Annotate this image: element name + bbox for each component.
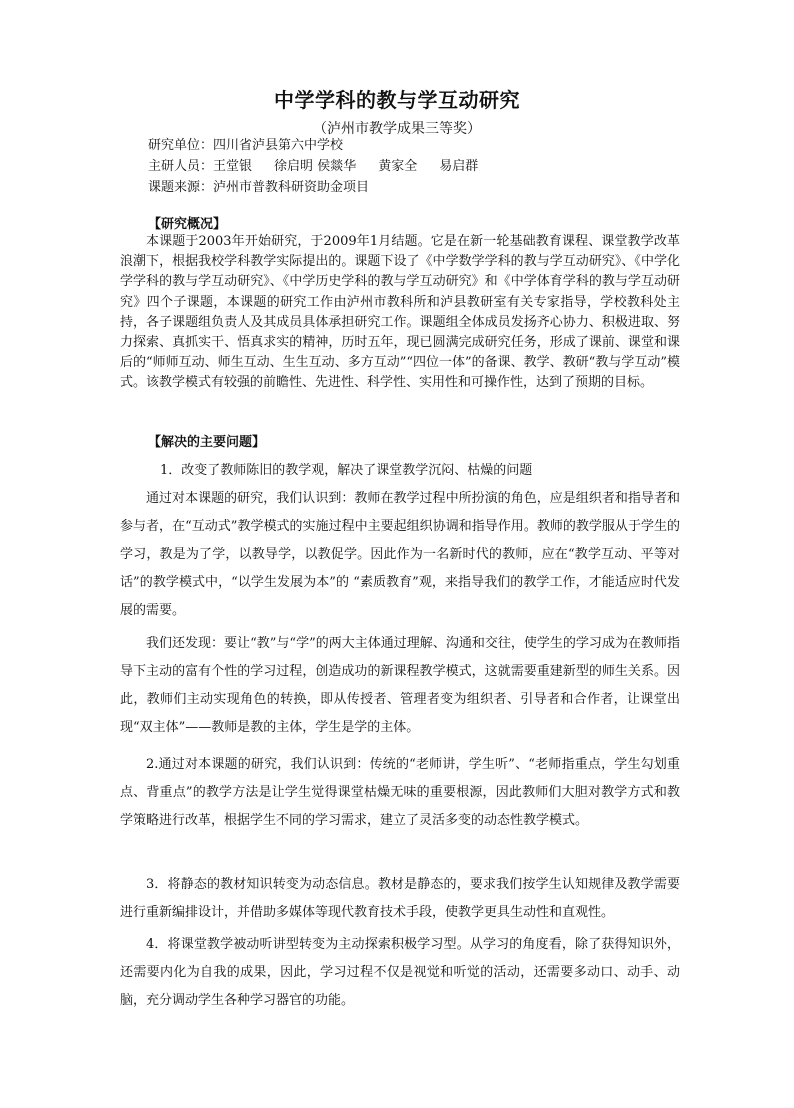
body-paragraph: 4．将课堂教学被动听讲型转变为主动探索积极学习型。从学习的角度看，除了获得知识外，还需要内化为自我的成果，因此，学习过程不仅是视觉和听觉的活动，还需要多动口、动手、动脑，充分调动学生各种学习器官的功能。 — [120, 937, 680, 1008]
body-paragraph: 3．将静态的教材知识转变为动态信息。教材是静态的，要求我们按学生认知规律及教学需要进行重新编排设计，并借助多媒体等现代教育技术手段，使教学更具生动性和直观性。 — [120, 877, 680, 920]
body-paragraph: 我们还发现：要让“教”与“学”的两大主体通过理解、沟通和交往，使学生的学习成为在教师指导下主动的富有个性的学习过程，创造成功的新课程教学模式，这就需要重建新型的师生关系。因此，教师们主动实现角色的转换，即从传授者、管理者变为组织者、引导者和合作者，让课堂出现“双主体”——教师是教的主体，学生是学的主体。 — [120, 636, 680, 735]
researcher-name: 王堂银 — [213, 159, 253, 174]
problem-item-heading: 1．改变了教师陈旧的教学观，解决了课堂教学沉闷、枯燥的问题 — [160, 463, 533, 478]
award-subtitle: （泸州市教学成果三等奖） — [313, 121, 481, 137]
project-source-label: 课题来源： — [148, 180, 214, 195]
body-paragraph: 2.通过对本课题的研究，我们认识到：传统的“老师讲，学生听”、“老师指重点，学生勾划重点、背重点”的教学方法是让学生觉得课堂枯燥无味的重要根源，因此教师们大胆对教学方式和教学策略进行改革，根据学生不同的学习需求，建立了灵活多变的动态性教学模式。 — [120, 757, 680, 828]
project-source-value: 泸州市普教科研资助金项目 — [213, 180, 370, 195]
document-title: 中学学科的教与学互动研究 — [274, 88, 520, 112]
project-source-line — [148, 178, 369, 197]
research-unit-value: 四川省泸县第六中学校 — [213, 138, 344, 153]
researcher-name: 黄家全 — [378, 159, 418, 174]
section-heading-problems: 【解决的主要问题】 — [148, 435, 266, 450]
section-heading-overview: 【研究概况】 — [148, 217, 227, 232]
researcher-name: 徐启明 — [274, 159, 314, 174]
research-unit-label: 研究单位： — [148, 138, 214, 153]
research-unit-line — [148, 136, 343, 155]
researchers-line — [148, 157, 478, 176]
researcher-name: 易启群 — [439, 159, 479, 174]
overview-paragraph: 本课题于2003年开始研究，于2009年1月结题。它是在新一轮基础教育课程、课堂教学改革浪潮下，根据我校学科教学实际提出的。课题下设了《中学数学学科的教与学互动研究》、《中学化学学科的教与学互动研究》、《中学历史学科的教与学互动研究》和《中学体育学科的教与学互动研究》四个子课题，本课题的研究工作由泸州市教科所和泸县教研室有关专家指导，学校教科处主持，各子课题组负责人及其成员具体承担研究工作。课题组全体成员发扬齐心协力、积极进取、努力探索、真抓实干、悟真求实的精神，历时五年，现已圆满完成研究任务，形成了课前、课堂和课后的“师师互动、师生互动、生生互动、多方互动”“四位一体”的备课、教学、教研“教与学互动”模式。该教学模式有较强的前瞻性、先进性、科学性、实用性和可操作性，达到了预期的目标。 — [120, 234, 680, 391]
researchers-label: 主研人员： — [148, 159, 214, 174]
body-paragraph: 通过对本课题的研究，我们认识到：教师在教学过程中所扮演的角色，应是组织者和指导者和参与者，在“互动式”教学模式的实施过程中主要起组织协调和指导作用。教师的教学服从于学生的学习，教是为了学，以教导学，以教促学。因此作为一名新时代的教师，应在“教学互动、平等对话”的教学模式中，“以学生发展为本”的 “素质教育”观，来指导我们的教学工作，才能适应时代发展的需要。 — [120, 491, 680, 618]
researcher-name: 侯燚华 — [317, 159, 357, 174]
